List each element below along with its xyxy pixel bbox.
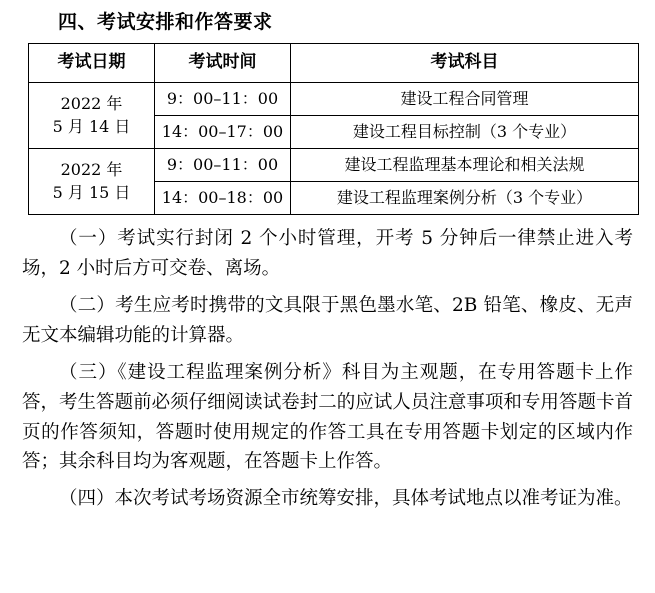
table-row — [29, 148, 639, 181]
cell-time: 9：00–11：00 — [155, 82, 291, 115]
cell-subject: 建设工程监理案例分析（3 个专业） — [291, 181, 639, 214]
column-header-subject: 考试科目 — [291, 43, 639, 82]
cell-subject: 建设工程目标控制（3 个专业） — [291, 115, 639, 148]
cell-subject: 建设工程合同管理 — [291, 82, 639, 115]
table-header-row — [29, 43, 639, 82]
paragraph-2: （二）考生应考时携带的文具限于黑色墨水笔、2B 铅笔、橡皮、无声无文本编辑功能的计算器。 — [22, 294, 633, 346]
cell-subject: 建设工程监理基本理论和相关法规 — [291, 148, 639, 181]
column-header-date: 考试日期 — [29, 43, 155, 82]
date-line: 5 月 14 日 — [52, 117, 131, 137]
cell-date-group-2 — [29, 148, 155, 214]
exam-schedule-table — [28, 43, 639, 215]
date-line: 2022 年 — [60, 160, 123, 179]
cell-time: 9：00–11：00 — [155, 148, 291, 181]
cell-date-group-1 — [29, 82, 155, 148]
cell-time: 14：00–18：00 — [155, 181, 291, 214]
date-line: 5 月 15 日 — [52, 183, 131, 203]
paragraph-4: （四）本次考试考场资源全市统筹安排，具体考试地点以准考证为准。 — [59, 488, 633, 510]
table-row — [29, 82, 639, 115]
paragraph-3: （三）《建设工程监理案例分析》科目为主观题，在专用答题卡上作答，考生答题前必须仔细阅读试卷封二的应试人员注意事项和专用答题卡首页的作答须知，答题时使用规定的作答工具在专用答题卡划定的区域内作答；其余科目均为客观题，在答题卡上作答。 — [22, 361, 633, 473]
paragraph-1: （一）考试实行封闭 2 个小时管理，开考 5 分钟后一律禁止进入考场，2 小时后方可交卷、离场。 — [22, 227, 633, 279]
page-title: 四、考试安排和作答要求 — [58, 11, 273, 33]
column-header-time: 考试时间 — [155, 43, 291, 82]
cell-time: 14：00–17：00 — [155, 115, 291, 148]
date-line: 2022 年 — [60, 94, 123, 113]
